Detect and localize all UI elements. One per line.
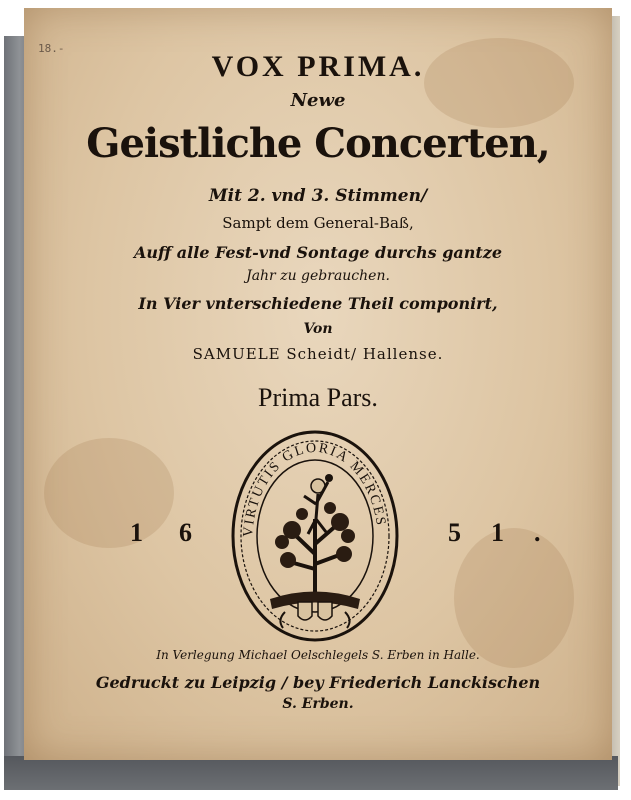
- line-stimmen: Mit 2. vnd 3. Stimmen/: [208, 186, 428, 206]
- emblem-motto: VIRTUTIS GLORIA MERCES: [240, 440, 389, 538]
- line-author: SAMUELE Scheidt/ Hallense.: [192, 345, 444, 363]
- handwritten-note: 18.-: [38, 42, 65, 55]
- line-jahr: Jahr zu gebrauchen.: [246, 268, 390, 284]
- title-concerten: Geistliche Concerten,: [86, 120, 550, 167]
- line-prima-pars: Prima Pars.: [258, 383, 378, 412]
- line-festtage: Auff alle Fest-vnd Sontage durchs gantze: [133, 243, 503, 262]
- title-vox-prima: VOX PRIMA.: [211, 50, 425, 83]
- imprint-heirs: S. Erben.: [282, 696, 354, 712]
- title-newe: Newe: [290, 90, 346, 111]
- imprint-printer: Gedruckt zu Leipzig / bey Friederich Lanckischen: [95, 673, 541, 692]
- year-left: 16: [130, 518, 228, 547]
- paper-stain: [454, 528, 574, 668]
- year-right: 51.: [448, 518, 571, 547]
- line-theil: In Vier vnterschiedene Theil componirt,: [138, 294, 498, 313]
- line-general-bass: Sampt dem General-Baß,: [222, 214, 414, 232]
- line-von: Von: [303, 321, 333, 337]
- imprint-publisher: In Verlegung Michael Oelschlegels S. Erben in Halle.: [156, 648, 480, 662]
- printers-emblem: [230, 424, 400, 642]
- book-cover-bottom: [4, 756, 618, 790]
